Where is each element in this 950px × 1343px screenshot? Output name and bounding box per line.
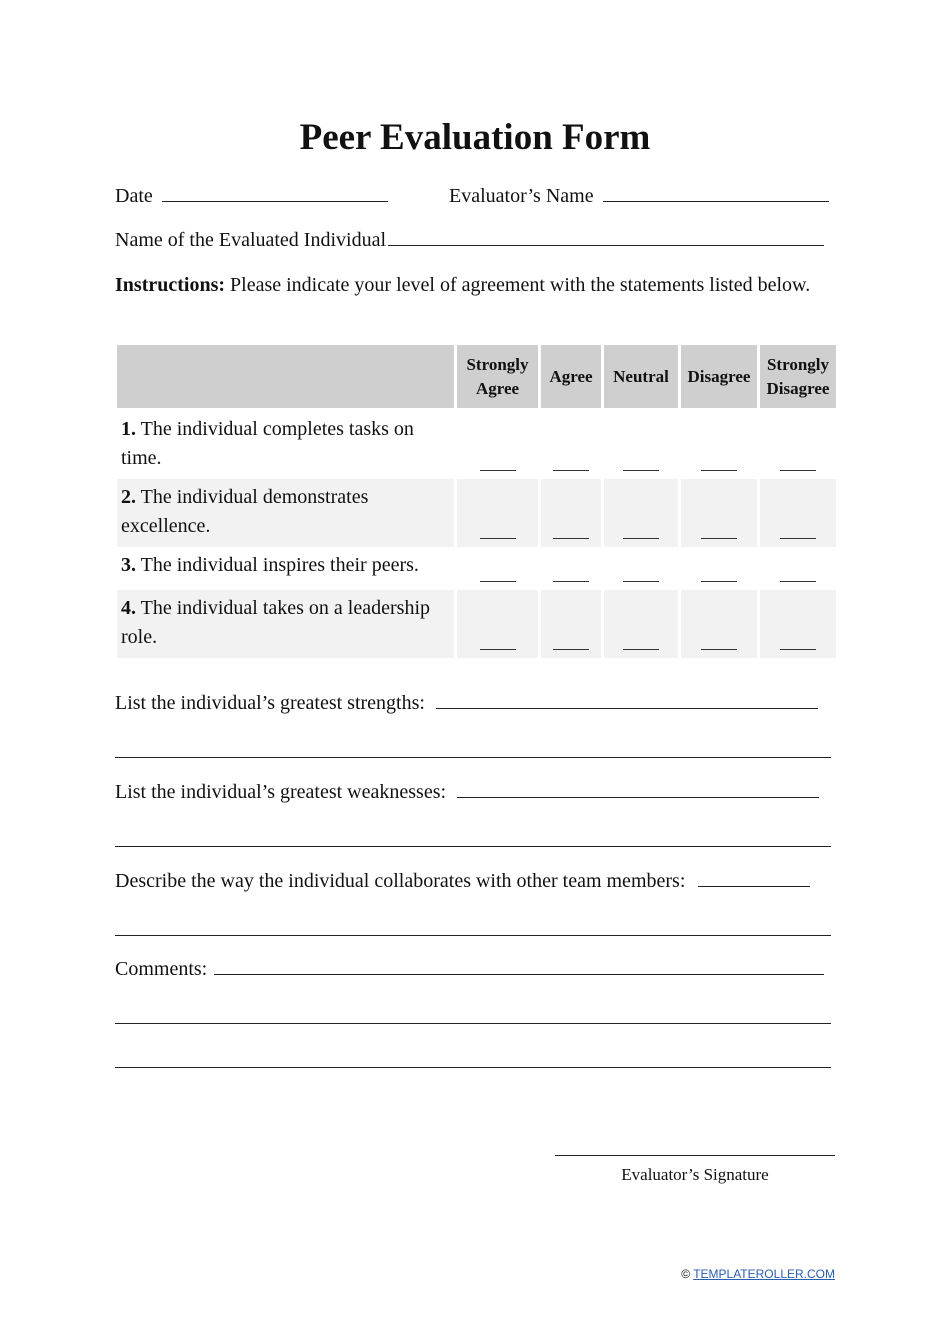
rating-blank [553, 537, 589, 539]
table-header-row [117, 345, 836, 411]
comments-question [115, 956, 824, 982]
statement-number: 3. [121, 554, 136, 576]
evaluator-name-field[interactable] [603, 183, 829, 202]
rating-blank [553, 648, 589, 650]
statement-cell [117, 479, 454, 547]
rating-cell[interactable] [457, 547, 538, 590]
rating-cell[interactable] [457, 411, 538, 479]
rating-blank [623, 537, 659, 539]
rating-blank [480, 580, 516, 582]
rating-cell[interactable] [457, 479, 538, 547]
instructions-label: Instructions: [115, 274, 226, 296]
rating-blank [780, 648, 816, 650]
evaluator-name-group [449, 183, 829, 209]
rating-cell[interactable] [604, 590, 678, 658]
rating-cell[interactable] [681, 590, 757, 658]
rating-blank [623, 580, 659, 582]
statement-text: The individual completes tasks on time. [121, 418, 414, 469]
date-evaluator-row [115, 183, 835, 209]
statement-number: 2. [121, 486, 136, 508]
comments-field[interactable] [214, 956, 824, 975]
rating-blank [780, 469, 816, 471]
statement-text: The individual takes on a leadership role. [121, 597, 430, 648]
header-disagree: Disagree [681, 345, 757, 411]
strengths-question [115, 690, 818, 716]
evaluated-individual-row [115, 227, 824, 253]
rating-cell[interactable] [541, 547, 601, 590]
signature-label: Evaluator’s Signature [621, 1165, 769, 1184]
rating-blank [701, 469, 737, 471]
rating-blank [780, 537, 816, 539]
statement-cell [117, 411, 454, 479]
rating-cell[interactable] [604, 411, 678, 479]
header-strongly-disagree: Strongly Disagree [760, 345, 836, 411]
collaboration-question [115, 868, 810, 894]
rating-cell[interactable] [760, 590, 836, 658]
header-agree: Agree [541, 345, 601, 411]
strengths-field-line-2[interactable] [115, 756, 831, 758]
rating-blank [623, 469, 659, 471]
rating-blank [480, 537, 516, 539]
collaboration-field[interactable] [698, 868, 810, 887]
rating-cell[interactable] [541, 411, 601, 479]
footer [600, 1266, 835, 1282]
table-row [117, 547, 836, 590]
signature-field[interactable] [555, 1155, 835, 1156]
comments-field-line-3[interactable] [115, 1066, 831, 1068]
date-field[interactable] [162, 183, 388, 202]
collaboration-field-line-2[interactable] [115, 934, 831, 936]
evaluator-name-label: Evaluator’s Name [449, 185, 594, 207]
rating-table [114, 345, 839, 658]
statement-cell [117, 590, 454, 658]
statement-number: 4. [121, 597, 136, 619]
evaluated-individual-label: Name of the Evaluated Individual [115, 229, 387, 251]
rating-cell[interactable] [681, 479, 757, 547]
weaknesses-field[interactable] [457, 779, 819, 798]
weaknesses-question [115, 779, 819, 805]
rating-cell[interactable] [457, 590, 538, 658]
rating-cell[interactable] [681, 547, 757, 590]
statement-text: The individual inspires their peers. [136, 554, 419, 576]
rating-cell[interactable] [541, 590, 601, 658]
rating-cell[interactable] [541, 479, 601, 547]
statement-cell [117, 547, 454, 590]
rating-cell[interactable] [760, 479, 836, 547]
comments-field-line-2[interactable] [115, 1022, 831, 1024]
weaknesses-label: List the individual’s greatest weaknesses: [115, 781, 447, 803]
rating-blank [480, 469, 516, 471]
rating-blank [553, 469, 589, 471]
instructions-text: Please indicate your level of agreement with the statements listed below. [225, 274, 811, 296]
instructions [115, 271, 835, 300]
rating-cell[interactable] [760, 411, 836, 479]
strengths-label: List the individual’s greatest strengths: [115, 692, 425, 714]
header-statement [117, 345, 454, 411]
rating-blank [553, 580, 589, 582]
evaluated-individual-field[interactable] [388, 227, 824, 246]
statement-text: The individual demonstrates excellence. [121, 486, 369, 537]
rating-blank [701, 648, 737, 650]
rating-blank [780, 580, 816, 582]
table-row [117, 590, 836, 658]
rating-blank [623, 648, 659, 650]
rating-blank [701, 580, 737, 582]
header-strongly-agree: Strongly Agree [457, 345, 538, 411]
weaknesses-field-line-2[interactable] [115, 845, 831, 847]
copyright-symbol: © [681, 1267, 691, 1281]
rating-blank [701, 537, 737, 539]
page-title: Peer Evaluation Form [299, 117, 651, 158]
header-neutral: Neutral [604, 345, 678, 411]
templateroller-link[interactable]: TEMPLATEROLLER.COM [693, 1267, 835, 1281]
comments-label: Comments: [115, 958, 208, 980]
rating-cell[interactable] [604, 479, 678, 547]
date-label: Date [115, 185, 153, 207]
table-row [117, 479, 836, 547]
rating-cell[interactable] [681, 411, 757, 479]
rating-blank [480, 648, 516, 650]
table-row [117, 411, 836, 479]
strengths-field[interactable] [436, 690, 818, 709]
rating-cell[interactable] [760, 547, 836, 590]
rating-cell[interactable] [604, 547, 678, 590]
statement-number: 1. [121, 418, 136, 440]
collaboration-label: Describe the way the individual collaborates with other team members: [115, 870, 686, 892]
